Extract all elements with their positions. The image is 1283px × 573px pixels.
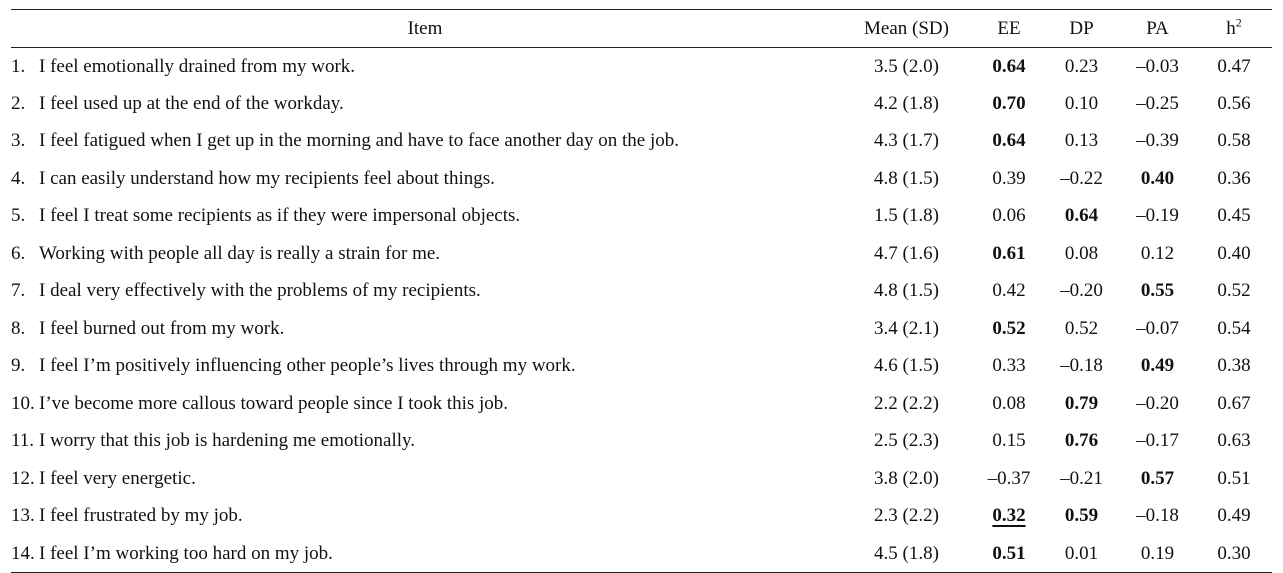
ee-cell: 0.06 [992, 205, 1026, 227]
pa-cell: –0.20 [1136, 392, 1179, 414]
item-text: I feel I treat some recipients as if they were impersonal objects. [39, 205, 521, 227]
item-text: I feel I’m working too hard on my job. [39, 542, 333, 564]
dp-cell: 0.59 [1064, 505, 1099, 527]
ee-cell: 0.70 [992, 92, 1026, 114]
item-number: 6. [11, 242, 26, 264]
dp-cell: 0.52 [1064, 317, 1099, 339]
pa-cell: 0.55 [1140, 280, 1175, 302]
header-dp: DP [1044, 10, 1119, 48]
item-number: 10. [11, 392, 35, 414]
ee-cell: 0.32 [992, 505, 1026, 527]
ee-cell: 0.52 [992, 317, 1026, 339]
item-cell [11, 160, 839, 198]
ee-cell: –0.37 [987, 467, 1031, 489]
dp-cell: 0.79 [1064, 392, 1099, 414]
table-body [11, 48, 1272, 573]
table-row [11, 48, 1272, 86]
h2-cell: 0.47 [1217, 55, 1251, 77]
dp-cell: –0.22 [1060, 167, 1103, 189]
pa-cell: 0.57 [1140, 467, 1175, 489]
item-cell [11, 85, 839, 123]
item-cell [11, 385, 839, 423]
pa-cell: –0.17 [1136, 430, 1179, 452]
table-row [11, 160, 1272, 198]
h2-cell: 0.52 [1217, 280, 1251, 302]
item-number: 1. [11, 55, 26, 77]
mean-cell: 1.5 (1.8) [874, 205, 939, 227]
h2-cell: 0.45 [1217, 205, 1251, 227]
item-text: I feel used up at the end of the workday. [39, 92, 344, 114]
dp-cell: –0.20 [1060, 280, 1103, 302]
dp-cell: 0.76 [1064, 430, 1099, 452]
dp-cell: 0.13 [1064, 130, 1099, 152]
h2-cell: 0.40 [1217, 242, 1251, 264]
h2-cell: 0.51 [1217, 467, 1251, 489]
table-row [11, 460, 1272, 498]
h2-cell: 0.49 [1217, 505, 1251, 527]
pa-cell: 0.12 [1140, 242, 1175, 264]
h2-cell: 0.36 [1217, 167, 1251, 189]
item-text: I feel fatigued when I get up in the morning and have to face another day on the job. [39, 130, 679, 152]
ee-cell: 0.15 [992, 430, 1026, 452]
mean-cell: 2.5 (2.3) [874, 430, 939, 452]
item-text: I worry that this job is hardening me emotionally. [39, 430, 416, 452]
item-number: 13. [11, 505, 35, 527]
item-text: I’ve become more callous toward people since I took this job. [39, 392, 509, 414]
mean-cell: 4.6 (1.5) [874, 355, 939, 377]
item-cell [11, 348, 839, 386]
item-text: Working with people all day is really a strain for me. [39, 242, 441, 264]
mean-cell: 2.2 (2.2) [874, 392, 939, 414]
table-row [11, 348, 1272, 386]
mean-cell: 2.3 (2.2) [874, 505, 939, 527]
ee-cell: 0.64 [992, 130, 1026, 152]
dp-cell: 0.23 [1064, 55, 1099, 77]
dp-cell: 0.64 [1064, 205, 1099, 227]
item-number: 11. [11, 430, 35, 452]
table-row [11, 198, 1272, 236]
table-row [11, 423, 1272, 461]
header-pa: PA [1119, 10, 1196, 48]
table-row [11, 235, 1272, 273]
item-number: 4. [11, 167, 26, 189]
mean-cell: 4.8 (1.5) [874, 167, 939, 189]
item-number: 5. [11, 205, 26, 227]
pa-cell: –0.19 [1136, 205, 1179, 227]
table-row [11, 123, 1272, 161]
item-text: I feel burned out from my work. [39, 317, 285, 339]
header-row [11, 10, 1272, 48]
mean-cell: 4.5 (1.8) [839, 535, 974, 573]
item-text: I feel emotionally drained from my work. [39, 55, 356, 77]
dp-cell: –0.18 [1060, 355, 1103, 377]
item-number: 7. [11, 280, 26, 302]
header-mean: Mean (SD) [839, 10, 974, 48]
dp-cell: –0.21 [1060, 467, 1103, 489]
h2-cell: 0.67 [1217, 392, 1251, 414]
item-cell [11, 535, 839, 573]
ee-cell: 0.51 [974, 535, 1044, 573]
mean-cell: 4.8 (1.5) [874, 280, 939, 302]
item-number: 2. [11, 92, 26, 114]
h2-cell: 0.63 [1217, 430, 1251, 452]
pa-cell: –0.18 [1136, 505, 1179, 527]
pa-cell: 0.40 [1140, 167, 1175, 189]
item-cell [11, 498, 839, 536]
pa-cell: –0.25 [1136, 92, 1179, 114]
h2-cell: 0.56 [1217, 92, 1251, 114]
item-text: I feel very energetic. [39, 467, 196, 489]
table-row [11, 498, 1272, 536]
ee-cell: 0.39 [992, 167, 1026, 189]
item-cell [11, 310, 839, 348]
pa-cell: –0.07 [1136, 317, 1179, 339]
h2-cell: 0.54 [1217, 317, 1251, 339]
pa-cell: –0.03 [1136, 55, 1179, 77]
mean-cell: 4.7 (1.6) [874, 242, 939, 264]
table-row [11, 310, 1272, 348]
pa-cell: –0.39 [1136, 130, 1179, 152]
item-number: 8. [11, 317, 26, 339]
h2-cell: 0.58 [1217, 130, 1251, 152]
item-cell [11, 235, 839, 273]
h2-cell: 0.30 [1196, 535, 1272, 573]
mean-cell: 4.2 (1.8) [874, 92, 939, 114]
item-cell [11, 48, 839, 86]
h2-cell: 0.38 [1217, 355, 1251, 377]
table-row [11, 385, 1272, 423]
item-text: I feel frustrated by my job. [39, 505, 243, 527]
mean-cell: 4.3 (1.7) [874, 130, 939, 152]
header-h2-base: h [1226, 17, 1236, 39]
item-cell [11, 423, 839, 461]
header-item: Item [11, 10, 839, 48]
item-cell [11, 123, 839, 161]
ee-cell: 0.33 [992, 355, 1026, 377]
mean-cell: 3.5 (2.0) [874, 55, 939, 77]
mean-cell: 3.4 (2.1) [874, 317, 939, 339]
item-cell [11, 198, 839, 236]
item-text: I deal very effectively with the problems of my recipients. [39, 280, 481, 302]
item-number: 12. [11, 467, 35, 489]
ee-cell: 0.64 [992, 55, 1026, 77]
item-number: 3. [11, 130, 26, 152]
ee-cell: 0.08 [992, 392, 1026, 414]
ee-cell: 0.42 [992, 280, 1026, 302]
table-row [11, 535, 1272, 573]
pa-cell: 0.19 [1119, 535, 1196, 573]
mean-cell: 3.8 (2.0) [874, 467, 939, 489]
ee-cell: 0.61 [992, 242, 1026, 264]
header-h2-sup: 2 [1235, 15, 1242, 30]
pa-cell: 0.49 [1140, 355, 1175, 377]
header-h2 [1196, 10, 1272, 48]
item-text: I can easily understand how my recipients feel about things. [39, 167, 495, 189]
table-row [11, 85, 1272, 123]
dp-cell: 0.10 [1064, 92, 1099, 114]
table-header [11, 10, 1272, 48]
item-number: 9. [11, 355, 26, 377]
factor-loadings-table [11, 9, 1272, 573]
item-cell [11, 273, 839, 311]
item-cell [11, 460, 839, 498]
item-number: 14. [11, 542, 35, 564]
dp-cell: 0.08 [1064, 242, 1099, 264]
header-ee: EE [974, 10, 1044, 48]
dp-cell: 0.01 [1044, 535, 1119, 573]
table-row [11, 273, 1272, 311]
item-text: I feel I’m positively influencing other people’s lives through my work. [39, 355, 576, 377]
